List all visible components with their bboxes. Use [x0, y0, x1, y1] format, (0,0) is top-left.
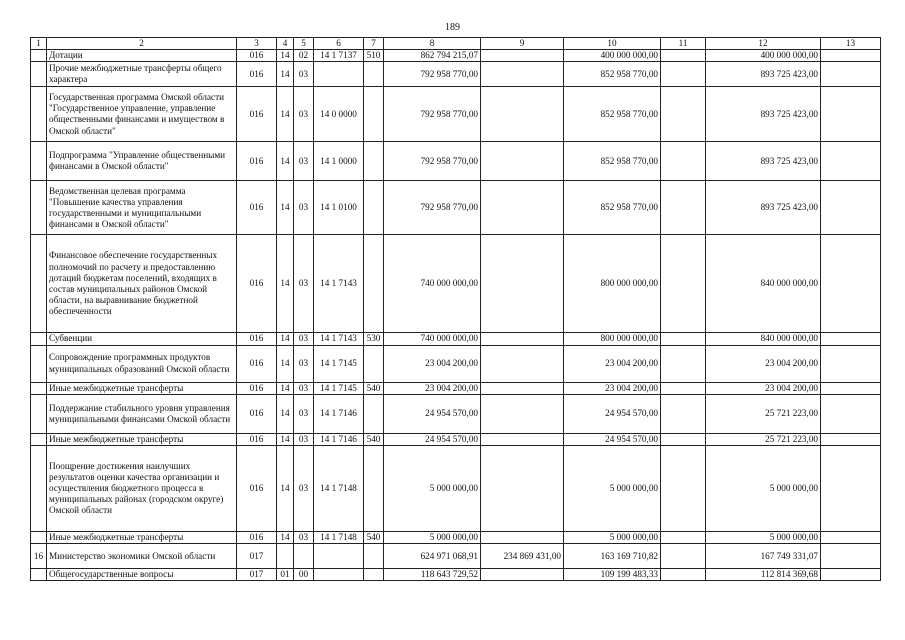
- budget-table: [30, 37, 881, 581]
- amount-col8: 24 954 570,00: [384, 433, 481, 445]
- ministry-code: 016: [237, 382, 277, 394]
- column-number: 7: [364, 38, 384, 50]
- amount-col8: 740 000 000,00: [384, 333, 481, 345]
- ministry-code: 016: [237, 433, 277, 445]
- section-code: 14: [277, 62, 294, 87]
- amount-col11: [661, 62, 706, 87]
- expense-type-code: 540: [364, 532, 384, 544]
- amount-col8: 23 004 200,00: [384, 382, 481, 394]
- row-number: [31, 382, 47, 394]
- item-name: Иные межбюджетные трансферты: [47, 433, 237, 445]
- amount-col8: 5 000 000,00: [384, 532, 481, 544]
- column-number: 10: [564, 38, 661, 50]
- section-code: [277, 544, 294, 569]
- expense-type-code: 530: [364, 333, 384, 345]
- amount-col13: [821, 87, 881, 142]
- target-article-code: 14 0 0000: [314, 87, 364, 142]
- amount-col11: [661, 382, 706, 394]
- ministry-code: 016: [237, 394, 277, 433]
- expense-type-code: [364, 394, 384, 433]
- amount-col8: 118 643 729,52: [384, 569, 481, 581]
- amount-col12: 112 814 369,68: [706, 569, 821, 581]
- table-row: [31, 181, 881, 235]
- amount-col9: [481, 87, 564, 142]
- column-number: 6: [314, 38, 364, 50]
- column-number: 12: [706, 38, 821, 50]
- amount-col12: 840 000 000,00: [706, 333, 821, 345]
- amount-col11: [661, 544, 706, 569]
- ministry-code: 016: [237, 333, 277, 345]
- amount-col9: [481, 532, 564, 544]
- amount-col12: 23 004 200,00: [706, 382, 821, 394]
- table-row: [31, 569, 881, 581]
- ministry-code: 016: [237, 446, 277, 532]
- amount-col10: 23 004 200,00: [564, 382, 661, 394]
- amount-col12: 25 721 223,00: [706, 433, 821, 445]
- amount-col9: [481, 345, 564, 382]
- target-article-code: 14 1 0100: [314, 181, 364, 235]
- amount-col11: [661, 235, 706, 333]
- table-row: [31, 532, 881, 544]
- row-number: [31, 142, 47, 181]
- item-name: Дотации: [47, 50, 237, 62]
- section-code: 14: [277, 50, 294, 62]
- expense-type-code: [364, 142, 384, 181]
- amount-col10: 800 000 000,00: [564, 235, 661, 333]
- target-article-code: 14 1 7145: [314, 382, 364, 394]
- section-code: 14: [277, 87, 294, 142]
- amount-col8: 792 958 770,00: [384, 181, 481, 235]
- amount-col10: 109 199 483,33: [564, 569, 661, 581]
- expense-type-code: [364, 62, 384, 87]
- amount-col12: 893 725 423,00: [706, 142, 821, 181]
- expense-type-code: [364, 446, 384, 532]
- amount-col10: 5 000 000,00: [564, 532, 661, 544]
- table-row: [31, 235, 881, 333]
- row-number: [31, 62, 47, 87]
- table-row: [31, 544, 881, 569]
- column-number: 9: [481, 38, 564, 50]
- item-name: Поддержание стабильного уровня управления муниципальными финансами Омской области: [47, 394, 237, 433]
- amount-col11: [661, 345, 706, 382]
- item-name: Сопровождение программных продуктов муниципальных образований Омской области: [47, 345, 237, 382]
- amount-col13: [821, 532, 881, 544]
- row-number: [31, 446, 47, 532]
- amount-col9: [481, 382, 564, 394]
- item-name: Министерство экономики Омской области: [47, 544, 237, 569]
- target-article-code: 14 1 7148: [314, 446, 364, 532]
- amount-col12: 400 000 000,00: [706, 50, 821, 62]
- row-number: [31, 394, 47, 433]
- target-article-code: [314, 62, 364, 87]
- ministry-code: 017: [237, 544, 277, 569]
- amount-col9: [481, 235, 564, 333]
- subsection-code: 03: [294, 394, 314, 433]
- amount-col9: [481, 62, 564, 87]
- expense-type-code: [364, 345, 384, 382]
- amount-col10: 852 958 770,00: [564, 181, 661, 235]
- column-number: 11: [661, 38, 706, 50]
- expense-type-code: [364, 181, 384, 235]
- amount-col13: [821, 62, 881, 87]
- amount-col13: [821, 569, 881, 581]
- target-article-code: 14 1 7146: [314, 394, 364, 433]
- ministry-code: 017: [237, 569, 277, 581]
- amount-col8: 24 954 570,00: [384, 394, 481, 433]
- table-row: [31, 345, 881, 382]
- column-number: 3: [237, 38, 277, 50]
- amount-col10: 852 958 770,00: [564, 142, 661, 181]
- amount-col11: [661, 446, 706, 532]
- table-row: [31, 333, 881, 345]
- amount-col12: 5 000 000,00: [706, 446, 821, 532]
- table-row: [31, 382, 881, 394]
- section-code: 14: [277, 235, 294, 333]
- amount-col11: [661, 87, 706, 142]
- amount-col11: [661, 142, 706, 181]
- row-number: [31, 235, 47, 333]
- item-name: Иные межбюджетные трансферты: [47, 532, 237, 544]
- ministry-code: 016: [237, 345, 277, 382]
- subsection-code: 03: [294, 433, 314, 445]
- item-name: Общегосударственные вопросы: [47, 569, 237, 581]
- amount-col12: 25 721 223,00: [706, 394, 821, 433]
- amount-col13: [821, 433, 881, 445]
- amount-col8: 792 958 770,00: [384, 142, 481, 181]
- amount-col9: [481, 181, 564, 235]
- section-code: 14: [277, 532, 294, 544]
- target-article-code: 14 1 0000: [314, 142, 364, 181]
- column-number: 2: [47, 38, 237, 50]
- amount-col8: 862 794 215,07: [384, 50, 481, 62]
- amount-col9: [481, 50, 564, 62]
- target-article-code: 14 1 7146: [314, 433, 364, 445]
- ministry-code: 016: [237, 62, 277, 87]
- target-article-code: [314, 544, 364, 569]
- column-number: 8: [384, 38, 481, 50]
- amount-col9: 234 869 431,00: [481, 544, 564, 569]
- expense-type-code: [364, 544, 384, 569]
- amount-col8: 23 004 200,00: [384, 345, 481, 382]
- amount-col11: [661, 569, 706, 581]
- amount-col10: 5 000 000,00: [564, 446, 661, 532]
- row-number: [31, 50, 47, 62]
- target-article-code: 14 1 7137: [314, 50, 364, 62]
- table-row: [31, 142, 881, 181]
- amount-col13: [821, 142, 881, 181]
- column-number: 5: [294, 38, 314, 50]
- page-number: 189: [445, 22, 460, 33]
- ministry-code: 016: [237, 87, 277, 142]
- amount-col9: [481, 394, 564, 433]
- amount-col10: 800 000 000,00: [564, 333, 661, 345]
- amount-col13: [821, 181, 881, 235]
- target-article-code: [314, 569, 364, 581]
- table-row: [31, 433, 881, 445]
- item-name: Иные межбюджетные трансферты: [47, 382, 237, 394]
- amount-col13: [821, 50, 881, 62]
- table-row: [31, 50, 881, 62]
- amount-col12: 893 725 423,00: [706, 181, 821, 235]
- subsection-code: 03: [294, 333, 314, 345]
- expense-type-code: 540: [364, 433, 384, 445]
- section-code: 14: [277, 142, 294, 181]
- table-row: [31, 394, 881, 433]
- row-number: 16: [31, 544, 47, 569]
- amount-col9: [481, 142, 564, 181]
- amount-col10: 24 954 570,00: [564, 394, 661, 433]
- amount-col10: 400 000 000,00: [564, 50, 661, 62]
- amount-col13: [821, 446, 881, 532]
- amount-col11: [661, 50, 706, 62]
- amount-col9: [481, 569, 564, 581]
- amount-col11: [661, 333, 706, 345]
- subsection-code: 03: [294, 181, 314, 235]
- column-number: 13: [821, 38, 881, 50]
- item-name: Ведомственная целевая программа "Повышение качества управления государственными и муниципальными финансами в Омской области": [47, 181, 237, 235]
- ministry-code: 016: [237, 181, 277, 235]
- amount-col9: [481, 446, 564, 532]
- subsection-code: 03: [294, 235, 314, 333]
- column-number: 1: [31, 38, 47, 50]
- item-name: Государственная программа Омской области "Государственное управление, управление общественными финансами и имуществом в Омской области": [47, 87, 237, 142]
- expense-type-code: [364, 87, 384, 142]
- ministry-code: 016: [237, 50, 277, 62]
- section-code: 14: [277, 394, 294, 433]
- subsection-code: 03: [294, 446, 314, 532]
- table-row: [31, 87, 881, 142]
- ministry-code: 016: [237, 142, 277, 181]
- subsection-code: [294, 544, 314, 569]
- amount-col9: [481, 333, 564, 345]
- column-number-header-row: [31, 38, 881, 50]
- amount-col8: 5 000 000,00: [384, 446, 481, 532]
- subsection-code: 03: [294, 532, 314, 544]
- amount-col12: 5 000 000,00: [706, 532, 821, 544]
- column-number: 4: [277, 38, 294, 50]
- amount-col11: [661, 532, 706, 544]
- target-article-code: 14 1 7143: [314, 235, 364, 333]
- subsection-code: 02: [294, 50, 314, 62]
- amount-col8: 792 958 770,00: [384, 87, 481, 142]
- subsection-code: 03: [294, 62, 314, 87]
- section-code: 14: [277, 345, 294, 382]
- subsection-code: 03: [294, 382, 314, 394]
- amount-col10: 163 169 710,82: [564, 544, 661, 569]
- target-article-code: 14 1 7148: [314, 532, 364, 544]
- subsection-code: 00: [294, 569, 314, 581]
- amount-col11: [661, 394, 706, 433]
- item-name: Поощрение достижения наилучших результатов оценки качества организации и осуществления бюджетного процесса в муниципальных районах (городском округе) Омской области: [47, 446, 237, 532]
- row-number: [31, 87, 47, 142]
- amount-col12: 23 004 200,00: [706, 345, 821, 382]
- amount-col13: [821, 544, 881, 569]
- amount-col13: [821, 235, 881, 333]
- amount-col8: 792 958 770,00: [384, 62, 481, 87]
- row-number: [31, 569, 47, 581]
- row-number: [31, 333, 47, 345]
- table-row: [31, 446, 881, 532]
- item-name: Субвенции: [47, 333, 237, 345]
- row-number: [31, 532, 47, 544]
- amount-col12: 840 000 000,00: [706, 235, 821, 333]
- ministry-code: 016: [237, 532, 277, 544]
- amount-col13: [821, 333, 881, 345]
- amount-col12: 893 725 423,00: [706, 62, 821, 87]
- expense-type-code: 540: [364, 382, 384, 394]
- amount-col8: 624 971 068,91: [384, 544, 481, 569]
- target-article-code: 14 1 7143: [314, 333, 364, 345]
- item-name: Подпрограмма "Управление общественными финансами в Омской области": [47, 142, 237, 181]
- target-article-code: 14 1 7145: [314, 345, 364, 382]
- amount-col12: 167 749 331,07: [706, 544, 821, 569]
- amount-col10: 23 004 200,00: [564, 345, 661, 382]
- amount-col13: [821, 345, 881, 382]
- amount-col13: [821, 394, 881, 433]
- section-code: 01: [277, 569, 294, 581]
- subsection-code: 03: [294, 345, 314, 382]
- ministry-code: 016: [237, 235, 277, 333]
- section-code: 14: [277, 333, 294, 345]
- expense-type-code: [364, 569, 384, 581]
- section-code: 14: [277, 382, 294, 394]
- section-code: 14: [277, 446, 294, 532]
- table-row: [31, 62, 881, 87]
- subsection-code: 03: [294, 87, 314, 142]
- section-code: 14: [277, 181, 294, 235]
- subsection-code: 03: [294, 142, 314, 181]
- amount-col11: [661, 181, 706, 235]
- row-number: [31, 181, 47, 235]
- expense-type-code: 510: [364, 50, 384, 62]
- amount-col10: 852 958 770,00: [564, 87, 661, 142]
- amount-col10: 24 954 570,00: [564, 433, 661, 445]
- row-number: [31, 345, 47, 382]
- item-name: Прочие межбюджетные трансферты общего характера: [47, 62, 237, 87]
- item-name: Финансовое обеспечение государственных полномочий по расчету и предоставлению дотаций бюджетам поселений, входящих в состав муниципальных районов Омской области, на выравнивание бюджетной обеспеченности: [47, 235, 237, 333]
- amount-col9: [481, 433, 564, 445]
- amount-col10: 852 958 770,00: [564, 62, 661, 87]
- expense-type-code: [364, 235, 384, 333]
- amount-col13: [821, 382, 881, 394]
- amount-col12: 893 725 423,00: [706, 87, 821, 142]
- section-code: 14: [277, 433, 294, 445]
- row-number: [31, 433, 47, 445]
- amount-col8: 740 000 000,00: [384, 235, 481, 333]
- amount-col11: [661, 433, 706, 445]
